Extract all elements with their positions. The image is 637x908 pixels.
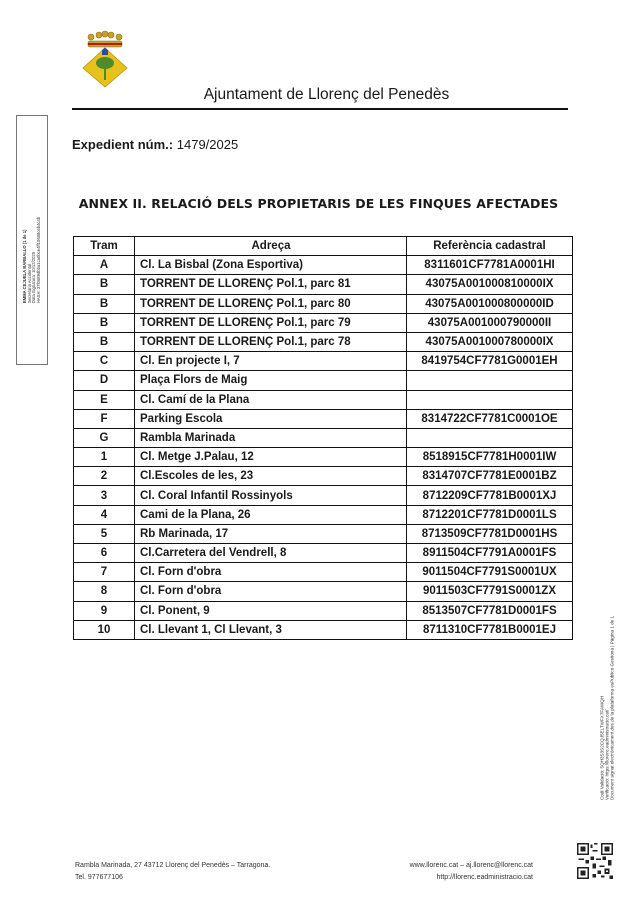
header-divider <box>72 108 568 110</box>
cadastral-reference-cell: 8419754CF7781G0001EH <box>407 352 573 371</box>
annex-title: ANNEX II. RELACIÓ DELS PROPIETARIS DE LES FINQUES AFECTADES <box>78 196 559 211</box>
cadastral-reference-cell: 9011504CF7791S0001UX <box>407 563 573 582</box>
coat-of-arms-icon <box>78 28 132 88</box>
tram-cell: G <box>74 428 135 447</box>
address-cell: Cl. Llevant 1, Cl Llevant, 3 <box>135 620 407 639</box>
cadastral-reference-cell: 8518915CF7781H0001IW <box>407 448 573 467</box>
table-header-row <box>74 237 573 256</box>
cadastral-reference-cell: 8314722CF7781C0001OE <box>407 409 573 428</box>
cadastral-reference-cell: 8711310CF7781B0001EJ <box>407 620 573 639</box>
address-cell: TORRENT DE LLORENÇ Pol.1, parc 79 <box>135 313 407 332</box>
address-cell: Cl. Coral Infantil Rossinyols <box>135 486 407 505</box>
table-row <box>74 294 573 313</box>
cadastral-reference-cell <box>407 428 573 447</box>
table-row <box>74 390 573 409</box>
verification-line: Verificació: https://llorenc.eadministracio.cat/ <box>604 709 610 800</box>
address-cell: Plaça Flors de Maig <box>135 371 407 390</box>
tram-cell: D <box>74 371 135 390</box>
table-row <box>74 448 573 467</box>
tram-cell: F <box>74 409 135 428</box>
cadastral-reference-cell: 8513507CF7781D0001FS <box>407 601 573 620</box>
table-row <box>74 582 573 601</box>
table-row <box>74 256 573 275</box>
tram-cell: 2 <box>74 467 135 486</box>
qr-code-icon[interactable] <box>577 843 613 879</box>
expedient-label: Expedient núm.: <box>72 137 174 152</box>
tram-cell: 4 <box>74 505 135 524</box>
address-cell: Cl. Metge J.Palau, 12 <box>135 448 407 467</box>
tram-cell: 1 <box>74 448 135 467</box>
address-cell: TORRENT DE LLORENÇ Pol.1, parc 78 <box>135 332 407 351</box>
tram-cell: B <box>74 313 135 332</box>
footer-links <box>410 860 533 884</box>
cadastral-reference-cell: 43075A001000780000IX <box>407 332 573 351</box>
table-row <box>74 313 573 332</box>
column-header-referencia: Referència cadastral <box>407 237 573 256</box>
cadastral-reference-cell <box>407 371 573 390</box>
cadastral-reference-cell: 8712209CF7781B0001XJ <box>407 486 573 505</box>
address-cell: Cl. La Bisbal (Zona Esportiva) <box>135 256 407 275</box>
tram-cell: B <box>74 294 135 313</box>
tram-cell: B <box>74 275 135 294</box>
tram-cell: C <box>74 352 135 371</box>
address-cell: Cl. Camí de la Plana <box>135 390 407 409</box>
address-cell: Rambla Marinada <box>135 428 407 447</box>
table-row <box>74 275 573 294</box>
signature-stamp <box>16 115 48 365</box>
table-row <box>74 601 573 620</box>
stamp-line: Secretària Accidental <box>26 263 32 303</box>
table-row <box>74 428 573 447</box>
address-cell: Cl. Forn d'obra <box>135 563 407 582</box>
footer-web-email-link[interactable]: www.llorenc.cat – aj.llorenc@llorenc.cat <box>409 862 533 869</box>
tram-cell: 8 <box>74 582 135 601</box>
table-row <box>74 524 573 543</box>
tram-cell: B <box>74 332 135 351</box>
table-row <box>74 544 573 563</box>
stamp-line: EMMA CEJUELA BARBALLO (1 de 1) <box>21 229 27 303</box>
verification-line: Codi Validació: 5QH3S3S2CQJ5ELTWFX7FAWQH <box>599 695 605 800</box>
table-row <box>74 563 573 582</box>
table-row <box>74 620 573 639</box>
address-cell: TORRENT DE LLORENÇ Pol.1, parc 81 <box>135 275 407 294</box>
footer-address <box>75 860 270 884</box>
expedient-value: 1479/2025 <box>176 137 239 152</box>
table-row <box>74 486 573 505</box>
footer-address-line: Rambla Marinada, 27 43712 Llorenç del Penedès – Tarragona. <box>75 862 271 869</box>
table-row <box>74 332 573 351</box>
tram-cell: 10 <box>74 620 135 639</box>
address-cell: Parking Escola <box>135 409 407 428</box>
address-cell: TORRENT DE LLORENÇ Pol.1, parc 80 <box>135 294 407 313</box>
organization-title: Ajuntament de Llorenç del Penedès <box>203 86 450 103</box>
stamp-line: HASH: 37f0689dbba1ca0bce4ff10688c6b4c4b <box>35 216 41 303</box>
table-row <box>74 505 573 524</box>
cadastral-reference-cell: 43075A001000810000IX <box>407 275 573 294</box>
address-cell: Cami de la Plana, 26 <box>135 505 407 524</box>
expedient-number <box>72 137 238 152</box>
cadastral-reference-cell: 9011503CF7791S0001ZX <box>407 582 573 601</box>
address-cell: Cl. Forn d'obra <box>135 582 407 601</box>
tram-cell: 5 <box>74 524 135 543</box>
tram-cell: E <box>74 390 135 409</box>
cadastral-reference-cell: 8713509CF7781D0001HS <box>407 524 573 543</box>
verification-line: Document signat electrònicament des de la plataforma esPublico Gestiona | Pàgina 1 de 1 <box>609 615 615 800</box>
table-row <box>74 467 573 486</box>
cadastral-reference-cell: 43075A001000790000II <box>407 313 573 332</box>
properties-table <box>73 236 573 640</box>
address-cell: Cl.Carretera del Vendrell, 8 <box>135 544 407 563</box>
tram-cell: A <box>74 256 135 275</box>
column-header-adreca: Adreça <box>135 237 407 256</box>
cadastral-reference-cell: 8314707CF7781E0001BZ <box>407 467 573 486</box>
table-row <box>74 409 573 428</box>
tram-cell: 6 <box>74 544 135 563</box>
tram-cell: 9 <box>74 601 135 620</box>
table-row <box>74 371 573 390</box>
cadastral-reference-cell <box>407 390 573 409</box>
cadastral-reference-cell: 43075A001000800000ID <box>407 294 573 313</box>
tram-cell: 3 <box>74 486 135 505</box>
address-cell: Rb Marinada, 17 <box>135 524 407 543</box>
cadastral-reference-cell: 8311601CF7781A0001HI <box>407 256 573 275</box>
address-cell: Cl.Escoles de les, 23 <box>135 467 407 486</box>
address-cell: Cl. Ponent, 9 <box>135 601 407 620</box>
column-header-tram: Tram <box>74 237 135 256</box>
stamp-line: Data Signatura: 10/12/2025 <box>31 251 36 303</box>
verification-text <box>592 580 622 835</box>
cadastral-reference-cell: 8712201CF7781D0001LS <box>407 505 573 524</box>
table-row <box>74 352 573 371</box>
tram-cell: 7 <box>74 563 135 582</box>
cadastral-reference-cell: 8911504CF7791A0001FS <box>407 544 573 563</box>
address-cell: Cl. En projecte I, 7 <box>135 352 407 371</box>
footer-eadmin-link[interactable]: http://llorenc.eadministracio.cat <box>436 874 533 881</box>
footer-phone: Tel. 977677106 <box>75 874 123 881</box>
